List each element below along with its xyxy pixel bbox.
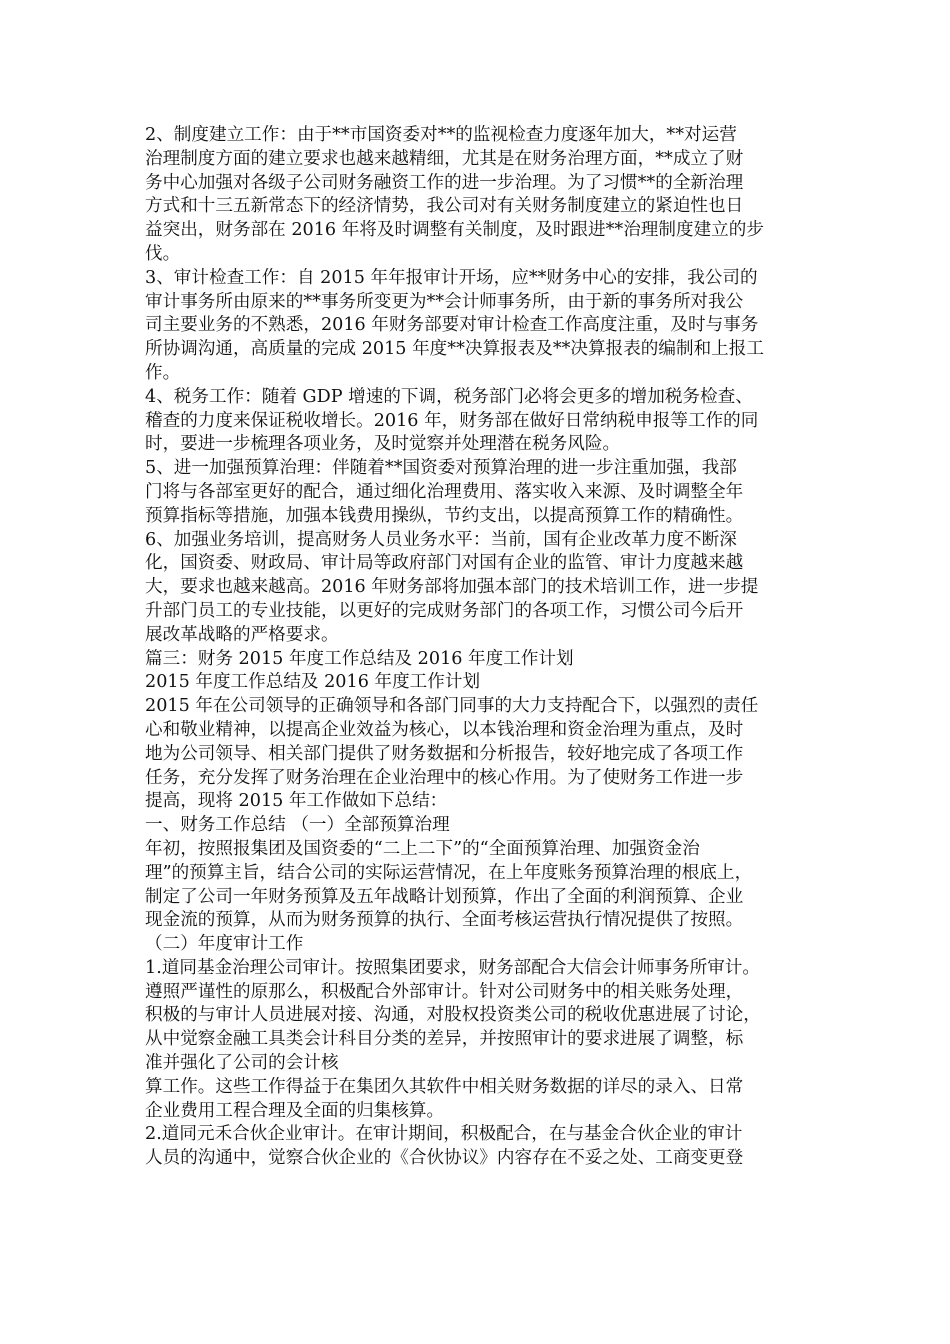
text-line: 升部门员工的专业技能，以更好的完成财务部门的各项工作，习惯公司今后开 — [145, 600, 744, 621]
text-line: 遵照严谨性的原那么，积极配合外部审计。针对公司财务中的相关账务处理， — [145, 981, 744, 1002]
text-line: 伐。 — [145, 243, 181, 264]
text-line: 制定了公司一年财务预算及五年战略计划预算，作出了全面的利润预算、企业 — [145, 886, 744, 907]
text-line: 人员的沟通中，觉察合伙企业的《合伙协议》内容存在不妥之处、工商变更登 — [145, 1148, 744, 1169]
text-line: 务中心加强对各级子公司财务融资工作的进一步治理。为了习惯**的全新治理 — [145, 172, 744, 193]
text-line: 司主要业务的不熟悉，2016 年财务部要对审计检查工作高度注重，及时与事务 — [145, 315, 759, 336]
paragraph-p11 — [145, 957, 813, 1076]
text-line: 展改革战略的严格要求。 — [145, 624, 339, 645]
text-line: 门将与各部室更好的配合，通过细化治理费用、落实收入来源、及时调整全年 — [145, 481, 744, 502]
text-line: 提高，现将 2015 年工作做如下总结： — [145, 791, 448, 812]
text-line: 任务，充分发挥了财务治理在企业治理中的核心作用。为了使财务工作进一步 — [145, 767, 744, 788]
text-line: 心和敬业精神，以提高企业效益为核心，以本钱治理和资金治理为重点，及时 — [145, 719, 744, 740]
text-line: 4、税务工作：随着 GDP 增速的下调，税务部门必将会更多的增加税务检查、 — [145, 386, 753, 407]
paragraph-p13 — [145, 1123, 813, 1171]
document-body — [145, 124, 813, 1171]
text-line: 准并强化了公司的会计核 — [145, 1053, 339, 1074]
text-line: 时，要进一步梳理各项业务，及时觉察并处理潜在税务风险。 — [145, 434, 621, 455]
paragraph-p3 — [145, 386, 813, 457]
paragraph-p6 — [145, 648, 813, 672]
text-line: 审计事务所由原来的**事务所变更为**会计师事务所，由于新的事务所对我公 — [145, 291, 744, 312]
paragraph-p4 — [145, 457, 813, 528]
text-line: 年初，按照报集团及国资委的“二上二下”的“全面预算治理、加强资金治 — [145, 838, 700, 859]
text-line: 现金流的预算，从而为财务预算的执行、全面考核运营执行情况提供了按照。 — [145, 910, 744, 931]
paragraph-p2 — [145, 267, 813, 386]
document-page — [145, 124, 813, 1171]
text-line: 益突出，财务部在 2016 年将及时调整有关制度，及时跟进**治理制度建立的步 — [145, 220, 764, 241]
text-line: 一、财务工作总结 （一）全部预算治理 — [145, 815, 450, 836]
paragraph-p12 — [145, 1076, 813, 1124]
text-line: 企业费用工程合理及全面的归集核算。 — [145, 1100, 445, 1121]
text-line: 所协调沟通，高质量的完成 2015 年度**决算报表及**决算报表的编制和上报工 — [145, 339, 764, 360]
text-line: 2015 年度工作总结及 2016 年度工作计划 — [145, 672, 481, 693]
text-line: 1.道同基金治理公司审计。按照集团要求，财务部配合大信会计师事务所审计。 — [145, 957, 760, 978]
text-line: 2015 年在公司领导的正确领导和各部门同事的大力支持配合下，以强烈的责任 — [145, 696, 759, 717]
text-line: 治理制度方面的建立要求也越来越精细，尤其是在财务治理方面，**成立了财 — [145, 148, 744, 169]
paragraph-p9 — [145, 814, 813, 838]
paragraph-p8 — [145, 695, 813, 814]
text-line: 算工作。这些工作得益于在集团久其软件中相关财务数据的详尽的录入、日常 — [145, 1076, 744, 1097]
text-line: 篇三：财务 2015 年度工作总结及 2016 年度工作计划 — [145, 648, 574, 669]
text-line: 积极的与审计人员进展对接、沟通，对股权投资类公司的税收优惠进展了讨论， — [145, 1005, 761, 1026]
text-line: 5、进一加强预算治理：伴随着**国资委对预算治理的进一步注重加强，我部 — [145, 458, 737, 479]
text-line: 方式和十三五新常态下的经济情势，我公司对有关财务制度建立的紧迫性也日 — [145, 196, 744, 217]
text-line: 作。 — [145, 362, 181, 383]
text-line: 大，要求也越来越高。2016 年财务部将加强本部门的技术培训工作，进一步提 — [145, 577, 759, 598]
text-line: 化，国资委、财政局、审计局等政府部门对国有企业的监管、审计力度越来越 — [145, 553, 744, 574]
text-line: 2、制度建立工作：由于**市国资委对**的监视检查力度逐年加大，**对运营 — [145, 125, 737, 145]
paragraph-p1 — [145, 124, 813, 267]
text-line: 从中觉察金融工具类会计科目分类的差异，并按照审计的要求进展了调整，标 — [145, 1029, 744, 1050]
text-line: 稽查的力度来保证税收增长。2016 年，财务部在做好日常纳税申报等工作的同 — [145, 410, 759, 431]
text-line: （二）年度审计工作 — [145, 934, 304, 955]
text-line: 地为公司领导、相关部门提供了财务数据和分析报告，较好地完成了各项工作 — [145, 743, 744, 764]
text-line: 6、加强业务培训，提高财务人员业务水平：当前，国有企业改革力度不断深 — [145, 529, 737, 550]
paragraph-p7 — [145, 671, 813, 695]
text-line: 理”的预算主旨，结合公司的实际运营情况，在上年度账务预算治理的根底上， — [145, 862, 753, 883]
paragraph-p5 — [145, 529, 813, 648]
paragraph-p10 — [145, 838, 813, 957]
text-line: 3、审计检查工作：自 2015 年年报审计开场，应**财务中心的安排，我公司的 — [145, 267, 758, 288]
text-line: 预算指标等措施，加强本钱费用操纵，节约支出，以提高预算工作的精确性。 — [145, 505, 744, 526]
text-line: 2.道同元禾合伙企业审计。在审计期间，积极配合，在与基金合伙企业的审计 — [145, 1124, 743, 1145]
